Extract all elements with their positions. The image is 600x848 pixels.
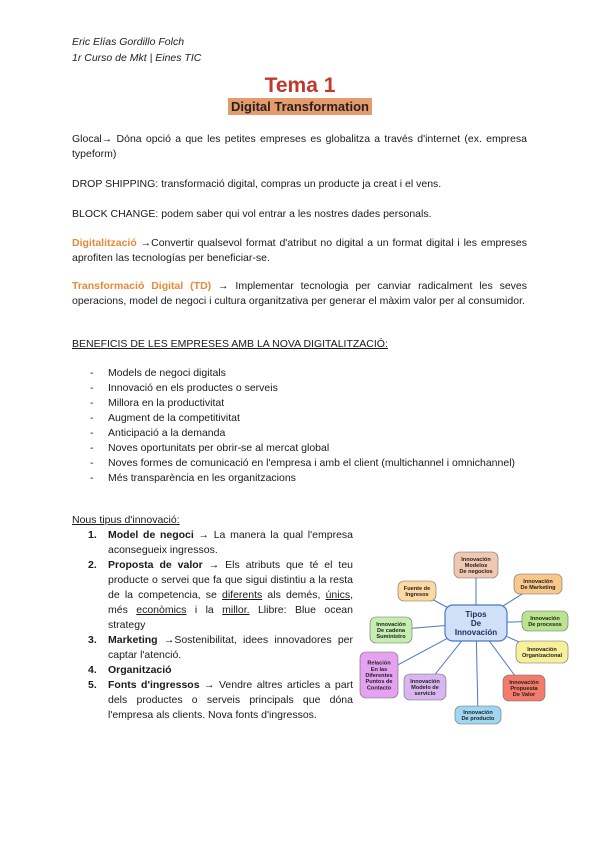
list-item: 4. Organització bbox=[88, 664, 172, 676]
list-item: 1. Model de negoci → La manera la qual l'empresa aconsegueix ingressos. bbox=[88, 529, 354, 556]
diagram-node-label: Innovación bbox=[530, 615, 560, 622]
paragraph-drop-shipping bbox=[72, 177, 527, 192]
diagram-node-relacion bbox=[360, 652, 398, 698]
diagram-node-label: Innovación bbox=[509, 679, 539, 686]
diagram-node-procesos bbox=[522, 611, 568, 631]
diagram-node-label: De Marketing bbox=[520, 585, 556, 592]
diagram-node-label: Innovación bbox=[376, 621, 406, 628]
diagram-node-label: De cadena bbox=[377, 628, 405, 634]
diagram-node-label: Modelo de bbox=[411, 685, 439, 691]
term-digitalitzacio: Digitalització bbox=[72, 237, 137, 249]
diagram-node-label: De procesos bbox=[528, 622, 562, 629]
diagram-node-label: Modelos bbox=[464, 563, 488, 569]
diagram-node-servicio bbox=[404, 674, 446, 700]
innovation-list bbox=[88, 528, 353, 723]
innovation-heading: Nous tipus d'innovació: bbox=[72, 514, 180, 526]
benefits-list bbox=[72, 366, 527, 486]
list-item: 3. Marketing →Sostenibilitat, idees innovadores per captar l'atenció. bbox=[88, 634, 353, 661]
list-item: - Noves oportunitats per obrir-se al mercat global bbox=[90, 442, 330, 454]
paragraph-glocal bbox=[72, 132, 527, 162]
paragraph-block-change bbox=[72, 207, 527, 222]
diagram-center-label: Innovación bbox=[454, 628, 498, 637]
diagram-node-label: Propuesta bbox=[510, 686, 538, 692]
diagram-center-node bbox=[445, 605, 507, 641]
text-drop-shipping: transformació digital, compras un producte ja creat i el vens. bbox=[158, 178, 442, 190]
page-title: Tema 1 bbox=[264, 74, 336, 97]
diagram-node-label: Puntos de bbox=[365, 679, 393, 686]
benefits-heading: BENEFICIS DE LES EMPRESES AMB LA NOVA DIGITALITZACIÓ: bbox=[72, 338, 388, 350]
diagram-node-label: En las bbox=[370, 666, 388, 673]
diagram-node-label: Suministro bbox=[376, 634, 406, 641]
diagram-node-label: Innovación bbox=[527, 646, 557, 653]
diagram-node-label: Innovación bbox=[461, 556, 491, 563]
diagram-center-label: De bbox=[470, 619, 482, 628]
list-item: 5. Fonts d'ingressos → Vendre altres articles a part dels productes o serveis principals que dóna l'empresa als clients. Nova fonts d'ingressos. bbox=[88, 679, 353, 721]
diagram-node-propuesta bbox=[503, 675, 545, 701]
paragraph-digitalitzacio bbox=[72, 236, 527, 266]
diagram-node-label: Relación bbox=[367, 660, 391, 667]
diagram-node-label: servicio bbox=[414, 691, 436, 698]
diagram-node-label: Diferentes bbox=[365, 673, 393, 679]
diagram-node-label: Organizacional bbox=[521, 653, 563, 660]
text-digitalitzacio: →Convertir qualsevol format d'atribut no digital a un format digital i les empreses aprofiten las tecnologías per beneficiar-se. bbox=[72, 237, 527, 264]
diagram-node-label: Ingresos bbox=[405, 592, 429, 599]
paragraph-transformacio-digital bbox=[72, 279, 527, 309]
diagram-node-label: Innovación bbox=[410, 678, 440, 685]
list-item: - Millora en la productivitat bbox=[90, 397, 225, 409]
text-glocal: → Dóna opció a que les petites empreses es globalitza a través d'internet (ex. empresa typeform) bbox=[72, 133, 527, 160]
diagram-node-label: Fuente de bbox=[403, 585, 431, 592]
diagram-node-fuente bbox=[398, 581, 436, 601]
diagram-node-cadena bbox=[370, 617, 412, 643]
list-item: - Noves formes de comunicació en l'empresa i amb el client (multichannel i omnichannel) bbox=[90, 457, 516, 469]
list-item: - Models de negoci digitals bbox=[90, 367, 226, 379]
author-name: Eric Elías Gordillo Folch bbox=[72, 36, 185, 48]
diagram-node-label: Innovación bbox=[523, 578, 553, 585]
term-block-change: BLOCK CHANGE: bbox=[72, 208, 159, 220]
diagram-node-label: De negocios bbox=[459, 569, 493, 576]
list-item: - Innovació en els productes o serveis bbox=[90, 382, 278, 394]
diagram-node-modelos bbox=[454, 552, 498, 578]
innovation-types-diagram bbox=[358, 546, 573, 731]
diagram-node-producto bbox=[455, 706, 501, 724]
diagram-node-label: Innovación bbox=[463, 709, 493, 716]
diagram-node-label: De Valor bbox=[512, 692, 536, 699]
diagram-node-organizacional bbox=[516, 641, 568, 663]
list-item: - Augment de la competitivitat bbox=[90, 412, 240, 424]
text-block-change: podem saber qui vol entrar a les nostres dades personals. bbox=[158, 208, 432, 220]
course-name: 1r Curso de Mkt | Eines TIC bbox=[72, 52, 202, 64]
term-transformacio-digital: Transformació Digital (TD) bbox=[72, 280, 212, 292]
diagram-node-marketing bbox=[514, 574, 562, 594]
diagram-node-label: Contacto bbox=[366, 685, 392, 692]
term-glocal: Glocal bbox=[72, 133, 102, 145]
diagram-node-label: De producto bbox=[461, 716, 495, 723]
list-item: - Més transparència en les organitzacions bbox=[90, 472, 296, 484]
text-transformacio-digital: → Implementar tecnologia per canviar radicalment les seves operacions, model de negoci i cultura organitzativa per generar el màxim valor per al consumidor. bbox=[72, 280, 527, 307]
diagram-center-label: Tipos bbox=[465, 610, 487, 619]
page-subtitle: Digital Transformation bbox=[228, 98, 372, 115]
list-item: 2. Proposta de valor → Els atributs que té el teu producte o servei que fa que sigui distintiu a la resta de la competencia, se diferents als demés, únics, més econòmics i la millor. Llibre: Blue ocean strategy bbox=[88, 559, 353, 631]
list-item: - Anticipació a la demanda bbox=[90, 427, 226, 439]
term-drop-shipping: DROP SHIPPING: bbox=[72, 178, 159, 190]
